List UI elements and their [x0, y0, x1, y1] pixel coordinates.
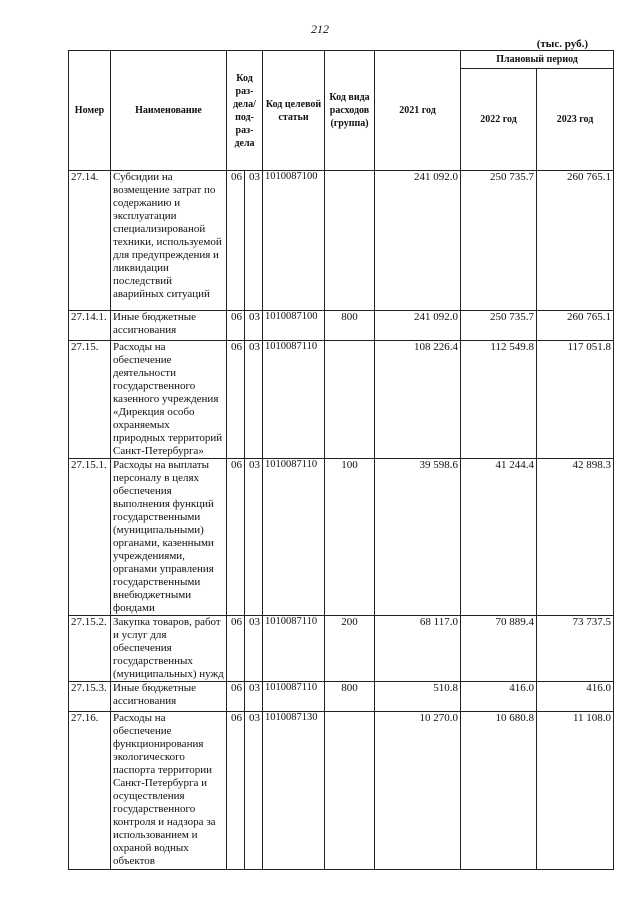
row-amount-2023: 260 765.1 [537, 171, 614, 311]
row-section: 06 [227, 459, 245, 616]
row-number: 27.14. [69, 171, 111, 311]
page-number: 212 [311, 22, 329, 36]
row-amount-2023: 416.0 [537, 682, 614, 712]
row-amount-2022: 250 735.7 [461, 311, 537, 341]
row-amount-2021: 39 598.6 [375, 459, 461, 616]
header-target-article: Код целевой статьи [263, 51, 325, 171]
row-amount-2022: 10 680.8 [461, 712, 537, 870]
row-section: 06 [227, 341, 245, 459]
row-amount-2023: 73 737.5 [537, 616, 614, 682]
row-amount-2021: 10 270.0 [375, 712, 461, 870]
row-number: 27.14.1. [69, 311, 111, 341]
row-expense-type [325, 171, 375, 311]
row-name: Субсидии на возмещение затрат по содержанию и эксплуатации специализированой техники, используемой для предупреждения и ликвидации последствий аварийных ситуаций [111, 171, 227, 311]
row-name: Расходы на обеспечение деятельности государственного казенного учреждения «Дирекция особо охраняемых природных территорий Санкт-Петербурга» [111, 341, 227, 459]
row-expense-type: 800 [325, 311, 375, 341]
header-number: Номер [69, 51, 111, 171]
row-amount-2022: 112 549.8 [461, 341, 537, 459]
row-section: 06 [227, 171, 245, 311]
row-amount-2023: 117 051.8 [537, 341, 614, 459]
header-section: Код раз- дела/ под- раз- дела [227, 51, 263, 171]
table-row [69, 459, 614, 616]
row-amount-2021: 241 092.0 [375, 171, 461, 311]
table-row [69, 311, 614, 341]
row-target-article: 1010087110 [263, 682, 325, 712]
row-number: 27.15.3. [69, 682, 111, 712]
table-row [69, 682, 614, 712]
row-expense-type: 800 [325, 682, 375, 712]
table-row [69, 341, 614, 459]
row-target-article: 1010087130 [263, 712, 325, 870]
row-amount-2023: 260 765.1 [537, 311, 614, 341]
header-year-2023: 2023 год [537, 69, 614, 171]
row-number: 27.16. [69, 712, 111, 870]
units-label: (тыс. руб.) [536, 38, 588, 50]
row-expense-type: 200 [325, 616, 375, 682]
header-plan-period: Плановый период [461, 51, 614, 69]
table-row [69, 616, 614, 682]
row-name: Закупка товаров, работ и услуг для обеспечения государственных (муниципальных) нужд [111, 616, 227, 682]
row-subsection: 03 [245, 311, 263, 341]
row-target-article: 1010087110 [263, 341, 325, 459]
row-amount-2022: 416.0 [461, 682, 537, 712]
row-target-article: 1010087100 [263, 311, 325, 341]
row-subsection: 03 [245, 459, 263, 616]
row-name: Иные бюджетные ассигнования [111, 682, 227, 712]
row-number: 27.15.2. [69, 616, 111, 682]
row-amount-2023: 11 108.0 [537, 712, 614, 870]
row-amount-2021: 241 092.0 [375, 311, 461, 341]
row-section: 06 [227, 311, 245, 341]
row-section: 06 [227, 712, 245, 870]
table-body [69, 171, 614, 870]
header-year-2022: 2022 год [461, 69, 537, 171]
header-name: Наименование [111, 51, 227, 171]
row-expense-type [325, 341, 375, 459]
row-subsection: 03 [245, 341, 263, 459]
row-amount-2021: 510.8 [375, 682, 461, 712]
budget-table [68, 50, 614, 870]
row-name: Расходы на обеспечение функционирования экологического паспорта территории Санкт-Петербурга и осуществления государственного контроля и надзора за использованием и охраной водных объектов [111, 712, 227, 870]
row-amount-2022: 41 244.4 [461, 459, 537, 616]
row-expense-type [325, 712, 375, 870]
row-number: 27.15.1. [69, 459, 111, 616]
row-expense-type: 100 [325, 459, 375, 616]
row-subsection: 03 [245, 616, 263, 682]
row-target-article: 1010087110 [263, 616, 325, 682]
row-number: 27.15. [69, 341, 111, 459]
row-subsection: 03 [245, 712, 263, 870]
row-amount-2022: 70 889.4 [461, 616, 537, 682]
row-section: 06 [227, 682, 245, 712]
row-subsection: 03 [245, 171, 263, 311]
table-row [69, 712, 614, 870]
header-expense-type: Код вида расходов (группа) [325, 51, 375, 171]
row-subsection: 03 [245, 682, 263, 712]
row-amount-2021: 108 226.4 [375, 341, 461, 459]
row-name: Иные бюджетные ассигнования [111, 311, 227, 341]
row-amount-2022: 250 735.7 [461, 171, 537, 311]
row-name: Расходы на выплаты персоналу в целях обеспечения выполнения функций государственными (муниципальными) органами, казенными учреждениями, органами управления государственными внебюджетными фондами [111, 459, 227, 616]
row-target-article: 1010087100 [263, 171, 325, 311]
row-target-article: 1010087110 [263, 459, 325, 616]
row-amount-2023: 42 898.3 [537, 459, 614, 616]
row-amount-2021: 68 117.0 [375, 616, 461, 682]
row-section: 06 [227, 616, 245, 682]
header-year-2021: 2021 год [375, 51, 461, 171]
table-row [69, 171, 614, 311]
